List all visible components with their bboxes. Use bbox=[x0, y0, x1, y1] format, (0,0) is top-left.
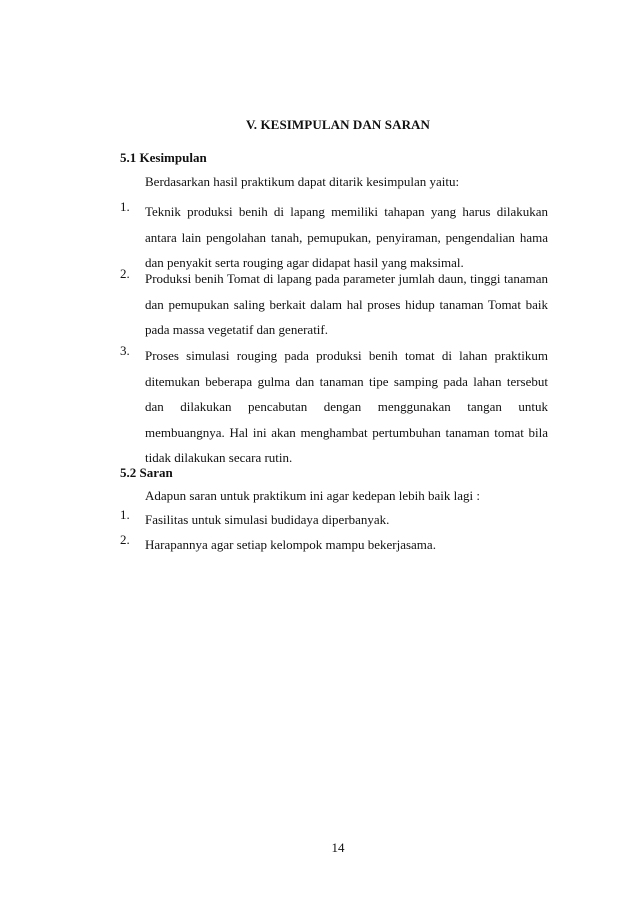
list-item-text: Harapannya agar setiap kelompok mampu bekerjasama. bbox=[145, 537, 436, 552]
list-item-number: 1. bbox=[120, 507, 130, 522]
list-item-text: Teknik produksi benih di lapang memiliki tahapan yang harus dilakukan antara lain pengolahan tanah, pemupukan, penyiraman, pengendalian hama dan penyakit serta rouging agar didapat hasil yang maksimal. bbox=[145, 204, 548, 270]
list-item-text: Fasilitas untuk simulasi budidaya diperbanyak. bbox=[145, 512, 390, 527]
list-item-number: 1. bbox=[120, 199, 130, 214]
list-item bbox=[120, 199, 548, 276]
list-item-text: Proses simulasi rouging pada produksi benih tomat di lahan praktikum ditemukan beberapa gulma dan tanaman tipe samping pada lahan tersebut dan dilakukan pencabutan dengan menggunakan tangan untuk membuangnya. Hal ini akan menghambat pertumbuhan tanaman tomat bila tidak dilakukan secara rutin. bbox=[145, 348, 548, 465]
list-item-text: Produksi benih Tomat di lapang pada parameter jumlah daun, tinggi tanaman dan pemupukan saling berkait dalam hal proses hidup tanaman Tomat baik pada massa vegetatif dan generatif. bbox=[145, 271, 548, 337]
section-heading-kesimpulan: 5.1 Kesimpulan bbox=[120, 150, 207, 165]
page-number: 14 bbox=[331, 840, 345, 855]
list-item bbox=[120, 532, 548, 558]
chapter-title: V. KESIMPULAN DAN SARAN bbox=[245, 117, 431, 132]
list-item bbox=[120, 507, 548, 533]
list-item-number: 2. bbox=[120, 532, 130, 547]
list-item-number: 3. bbox=[120, 343, 130, 358]
section-heading-saran: 5.2 Saran bbox=[120, 465, 173, 480]
list-item bbox=[120, 343, 548, 471]
list-item-number: 2. bbox=[120, 266, 130, 281]
section-intro-kesimpulan: Berdasarkan hasil praktikum dapat ditarik kesimpulan yaitu: bbox=[145, 174, 460, 189]
section-intro-saran: Adapun saran untuk praktikum ini agar kedepan lebih baik lagi : bbox=[145, 488, 481, 503]
list-item bbox=[120, 266, 548, 343]
